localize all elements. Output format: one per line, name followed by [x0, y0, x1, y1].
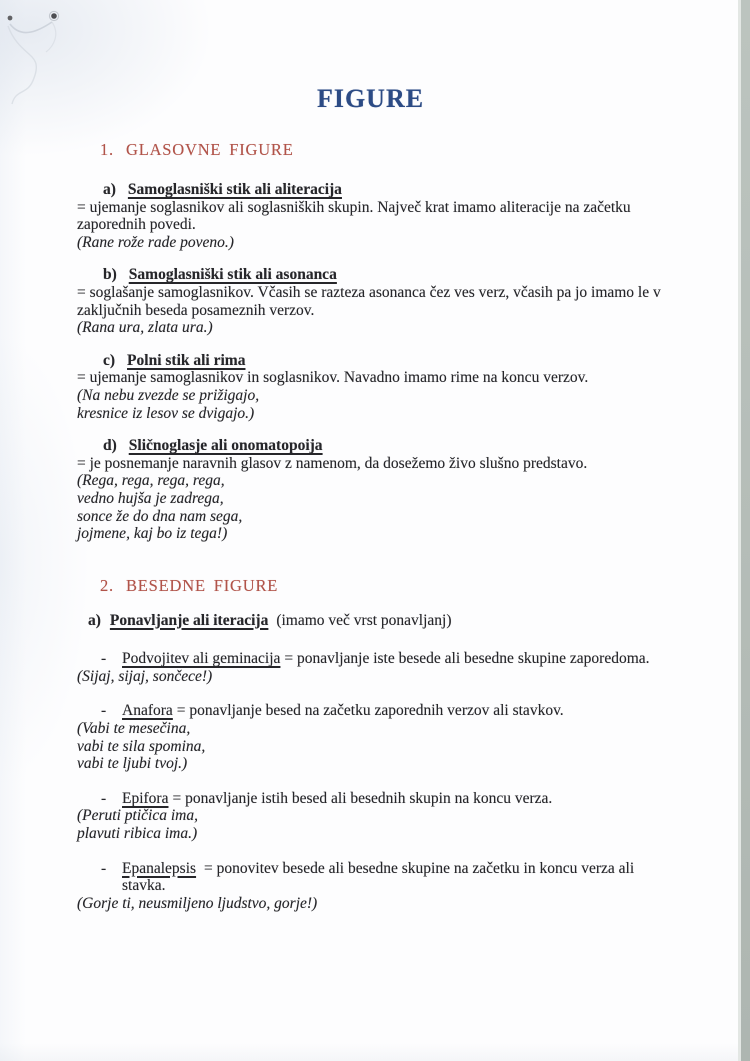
- section-heading-label: BESEDNE FIGURE: [125, 575, 279, 595]
- term-heading-asonanca: [103, 266, 692, 284]
- example-line: vabi te ljubi tvoj.): [77, 755, 188, 773]
- term-heading-rima: [103, 352, 692, 370]
- term-text: Anafora: [122, 702, 173, 720]
- definition-line: = soglašanje samoglasnikov. Včasih se razteza asonanca čez ves verz, včasih pa jo imamo le v: [77, 283, 661, 301]
- bullet-item-epifora: [77, 790, 692, 808]
- term-heading-iteracija: [88, 612, 692, 630]
- section-2-body: [77, 612, 692, 913]
- example-line: (Gorje ti, neusmiljeno ljudstvo, gorje!): [77, 894, 318, 912]
- item-label: d): [103, 437, 117, 455]
- term-heading-onomatopoija: [103, 437, 692, 455]
- definition-text: = ponavljanje besed na začetku zaporednih verzov ali stavkov.: [176, 702, 564, 720]
- term-text: Polni stik ali rima: [127, 351, 246, 369]
- item-label: a): [88, 611, 101, 629]
- definition-line: zaporednih povedi.: [77, 216, 196, 234]
- term-text: Epanalepsis: [122, 859, 197, 877]
- example-line: (Rane rože rade poveno.): [77, 233, 234, 251]
- section-heading-glasovne-figure: [100, 140, 741, 160]
- term-text: Sličnoglasje ali onomatopoija: [128, 437, 323, 455]
- term-text: Samoglasniški stik ali aliteracija: [127, 181, 342, 198]
- dash-bullet: -: [101, 859, 107, 877]
- term-text: Samoglasniški stik ali asonanca: [128, 266, 337, 284]
- term-text: Ponavljanje ali iteracija: [109, 611, 269, 629]
- definition-text: = ponovitev besede ali besedne skupine na začetku in koncu verza ali: [204, 859, 635, 877]
- definition-text: = ponavljanje istih besed ali besednih skupin na koncu verza.: [172, 789, 553, 807]
- example-line: plavuti ribica ima.): [77, 825, 198, 843]
- bullet-item-epanalepsis: [77, 860, 692, 895]
- example-line: (Peruti ptičica ima,: [77, 807, 198, 825]
- section-heading-besedne-figure: [100, 576, 741, 596]
- example-line: sonce že do dna nam sega,: [77, 507, 243, 525]
- dash-bullet: -: [101, 702, 107, 720]
- term-text: Podvojitev ali geminacija: [122, 650, 281, 668]
- section-number: 1.: [100, 140, 114, 159]
- example-line: (Sijaj, sijaj, sončece!): [77, 667, 213, 685]
- section-number: 2.: [100, 575, 114, 595]
- definition-text: = ponavljanje iste besede ali besedne skupine zaporedoma.: [284, 650, 650, 668]
- example-line: jojmene, kaj bo iz tega!): [77, 525, 228, 543]
- definition-line: = je posnemanje naravnih glasov z namenom, da dosežemo živo slušno predstavo.: [77, 454, 588, 472]
- section-heading-label: GLASOVNE FIGURE: [125, 140, 294, 159]
- section-1-body: [77, 181, 692, 543]
- example-line: (Rega, rega, rega, rega,: [77, 472, 225, 490]
- term-text: Epifora: [122, 789, 169, 807]
- term-note: (imamo več vrst ponavljanj): [276, 611, 452, 629]
- example-line: kresnice iz lesov se dvigajo.): [77, 404, 255, 422]
- example-line: vabi te sila spomina,: [77, 737, 206, 755]
- definition-line: = ujemanje samoglasnikov in soglasnikov. Navadno imamo rime na koncu verzov.: [77, 369, 589, 387]
- page-title: FIGURE: [316, 84, 425, 113]
- item-label: c): [103, 351, 116, 369]
- term-heading-aliteracija: [103, 181, 692, 199]
- example-line: vedno hujša je zadrega,: [77, 489, 224, 507]
- dash-bullet: -: [101, 789, 107, 807]
- bullet-item-anafora: [77, 702, 692, 720]
- definition-line: zaključnih beseda posameznih verzov.: [77, 301, 315, 319]
- example-line: (Rana ura, zlata ura.): [77, 319, 213, 337]
- bullet-item-geminacija: [77, 650, 692, 668]
- definition-line: = ujemanje soglasnikov ali soglasniških skupin. Največ krat imamo aliteracije na začetku: [77, 198, 631, 216]
- item-label: b): [103, 266, 117, 284]
- item-label: a): [103, 181, 116, 198]
- example-line: (Na nebu zvezde se prižigajo,: [77, 386, 260, 404]
- dash-bullet: -: [101, 650, 107, 668]
- example-line: (Vabi te mesečina,: [77, 720, 191, 738]
- definition-continuation: stavka.: [122, 877, 166, 895]
